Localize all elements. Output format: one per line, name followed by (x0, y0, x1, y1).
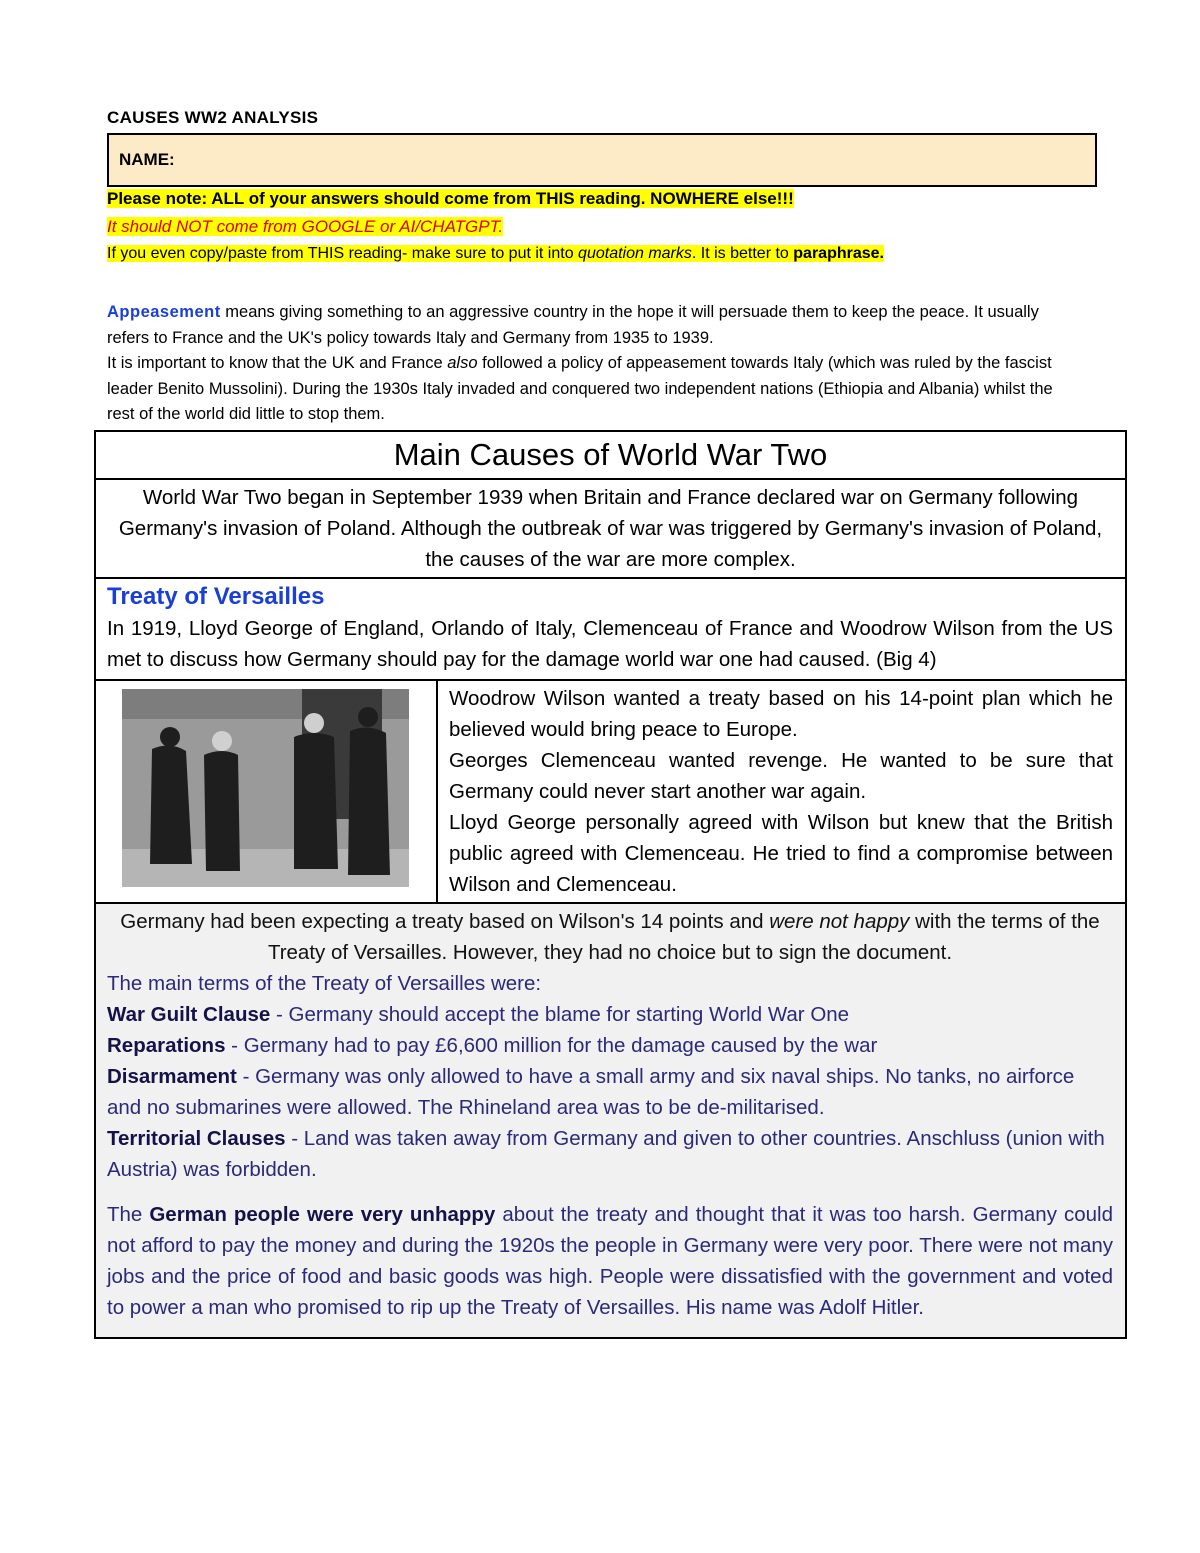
note-all-answers-text: Please note: ALL of your answers should come from THIS reading. NOWHERE else!!! (107, 189, 794, 208)
term-name: Territorial Clauses (107, 1127, 286, 1150)
name-field[interactable] (107, 133, 1097, 187)
final-c: about the treaty and thought that it was too harsh. Germany could not afford to pay the money and during the 1920s the people in Germany were very poor. There were not many jobs and the price of food and basic goods was high. People were dissatisfied with the government and voted to power a man who promised to rip up the Treaty of Versailles. His name was Adolf Hitler. (107, 1203, 1113, 1319)
term-text: - Germany should accept the blame for starting World War One (270, 1003, 850, 1026)
term-text: - Germany was only allowed to have a small army and six naval ships. No tanks, no airforce and no submarines were allowed. The Rhineland area was to be de-militarised. (107, 1065, 1075, 1119)
appeasement-p2a: It is important to know that the UK and France (107, 354, 448, 372)
term-item (107, 1061, 1113, 1123)
treaty-text: In 1919, Lloyd George of England, Orlando of Italy, Clemenceau of France and Woodrow Wilson from the US met to discuss how Germany should pay for the damage world war one had caused. (Big 4) (107, 617, 1113, 671)
note-paraphrase-d: paraphrase. (793, 245, 884, 262)
appeasement-paragraph-2 (107, 351, 1077, 428)
appeasement-paragraph-1 (107, 300, 1077, 351)
big4-wilson: Woodrow Wilson wanted a treaty based on his 14-point plan which he believed would bring peace to Europe. (449, 687, 1113, 741)
big-four-photo (122, 689, 409, 887)
note-paraphrase-c: . It is better to (691, 245, 794, 262)
term-item (107, 999, 1113, 1030)
big4-clemenceau: Georges Clemenceau wanted revenge. He wanted to be sure that Germany could never start another war again. (449, 749, 1113, 803)
treaty-heading: Treaty of Versailles (107, 583, 325, 610)
intro-paragraph: World War Two began in September 1939 when Britain and France declared war on Germany following Germany's invasion of Poland. Although the outbreak of war was triggered by Germany's invasion of Poland, the causes of the war are more complex. (95, 479, 1126, 578)
term-name: War Guilt Clause (107, 1003, 271, 1026)
appeasement-p2b: also (447, 354, 478, 372)
terms-intro-a: Germany had been expecting a treaty based on Wilson's 14 points and (120, 910, 770, 933)
terms-intro-b: were not happy (769, 910, 910, 933)
photo-cell (95, 680, 437, 903)
note-paraphrase (107, 245, 884, 263)
final-b: German people were very unhappy (149, 1203, 496, 1226)
final-a: The (107, 1203, 150, 1226)
note-no-google-text: It should NOT come from GOOGLE or AI/CHATGPT. (107, 217, 504, 236)
note-paraphrase-b: quotation marks (578, 245, 692, 262)
main-causes-table (94, 430, 1127, 1339)
appeasement-term: Appeasement (107, 303, 221, 321)
appeasement-p1: means giving something to an aggressive country in the hope it will persuade them to keep the peace. It usually refers to France and the UK's policy towards Italy and Germany from 1935 to 1939. (107, 303, 1039, 347)
appeasement-p2c: followed a policy of appeasement towards Italy (which was ruled by the fascist leader Benito Mussolini). During the 1930s Italy invaded and conquered two independent nations (Ethiopia and Albania) whilst the rest of the world did little to stop them. (107, 354, 1053, 423)
terms-section (95, 903, 1126, 1338)
term-name: Reparations (107, 1034, 226, 1057)
terms-lead: The main terms of the Treaty of Versailles were: (107, 972, 542, 995)
treaty-section (95, 578, 1126, 680)
document-title: CAUSES WW2 ANALYSIS (107, 108, 319, 127)
terms-intro-c: with the terms of the Treaty of Versailles. However, they had no choice but to sign the document. (267, 910, 1100, 964)
term-item (107, 1123, 1113, 1185)
terms-intro (107, 906, 1113, 968)
big-four-text-cell (437, 680, 1126, 903)
big4-lloyd-george: Lloyd George personally agreed with Wilson but knew that the British public agreed with Clemenceau. He tried to find a compromise between Wilson and Clemenceau. (449, 811, 1113, 896)
term-item (107, 1030, 1113, 1061)
note-paraphrase-a: If you even copy/paste from THIS reading- make sure to put it into (107, 245, 579, 262)
term-name: Disarmament (107, 1065, 237, 1088)
note-all-answers (107, 189, 794, 209)
term-text: - Land was taken away from Germany and given to other countries. Anschluss (union with Austria) was forbidden. (107, 1127, 1105, 1181)
term-text: - Germany had to pay £6,600 million for the damage caused by the war (225, 1034, 878, 1057)
note-no-google (107, 217, 503, 237)
name-label: NAME: (119, 150, 175, 169)
table-title: Main Causes of World War Two (95, 431, 1126, 479)
appeasement-definition (107, 300, 1077, 428)
final-paragraph (107, 1199, 1113, 1323)
